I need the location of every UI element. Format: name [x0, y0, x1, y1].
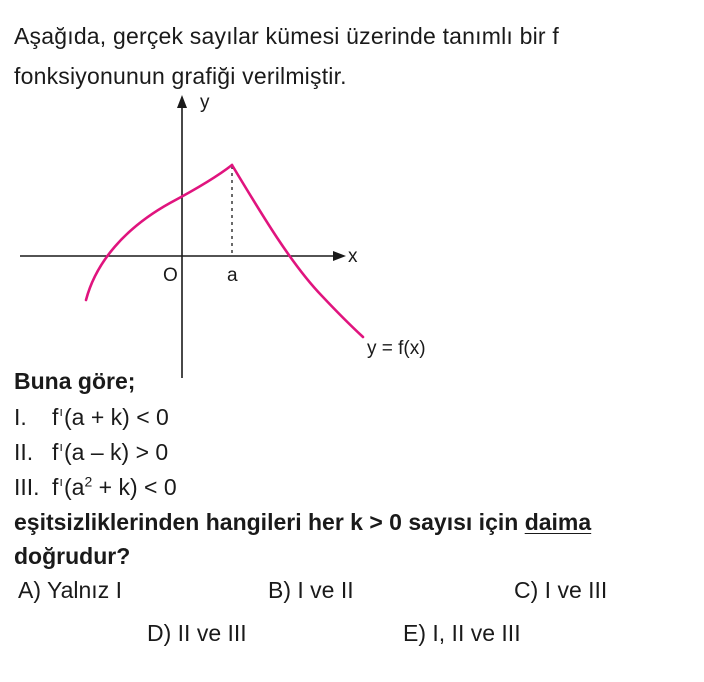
statement-1 [14, 402, 169, 436]
option-c[interactable]: C) I ve III [514, 577, 608, 603]
function-graph [0, 88, 704, 388]
curve-left-branch [86, 165, 232, 300]
option-b[interactable]: B) I ve II [268, 577, 354, 603]
question-emphasis: daima [524, 509, 592, 535]
y-axis-arrow [177, 95, 187, 108]
x-axis-label: x [348, 246, 358, 267]
statement-number: III. [14, 474, 40, 500]
question-stem [14, 505, 694, 573]
statement-expression: (a + k) < 0 [64, 404, 169, 430]
option-e[interactable]: E) I, II ve III [403, 620, 521, 646]
a-label: a [227, 265, 238, 286]
x-axis-arrow [333, 251, 346, 261]
statement-expression-tail: + k) < 0 [92, 474, 177, 500]
statement-2 [14, 437, 168, 471]
statement-number: II. [14, 439, 34, 465]
option-a[interactable]: A) Yalnız I [18, 577, 122, 603]
curve-right-branch [232, 165, 363, 337]
derivative-mark: ı [59, 404, 64, 419]
function-symbol: f [52, 474, 59, 500]
prompt-text: Buna göre; [14, 368, 136, 394]
statement-expression: (a – k) > 0 [64, 439, 169, 465]
question-part-1: eşitsizliklerinden hangileri her k > 0 sayısı için [14, 509, 525, 535]
statement-number: I. [14, 404, 27, 430]
derivative-mark: ı [59, 439, 64, 454]
question-intro [14, 16, 686, 96]
origin-label: O [163, 265, 178, 286]
y-axis-label: y [200, 92, 210, 113]
intro-line-2: fonksiyonunun grafiği verilmiştir. [14, 63, 347, 89]
intro-line-1: Aşağıda, gerçek sayılar kümesi üzerinde tanımlı bir f [14, 23, 559, 49]
derivative-mark: ı [59, 474, 64, 489]
statement-expression: (a [64, 474, 85, 500]
exponent: 2 [84, 473, 93, 490]
function-symbol: f [52, 404, 59, 430]
curve-label: y = f(x) [367, 338, 426, 359]
question-part-2: doğrudur? [14, 543, 131, 569]
option-d[interactable]: D) II ve III [147, 620, 247, 646]
function-symbol: f [52, 439, 59, 465]
statement-3 [14, 472, 177, 506]
